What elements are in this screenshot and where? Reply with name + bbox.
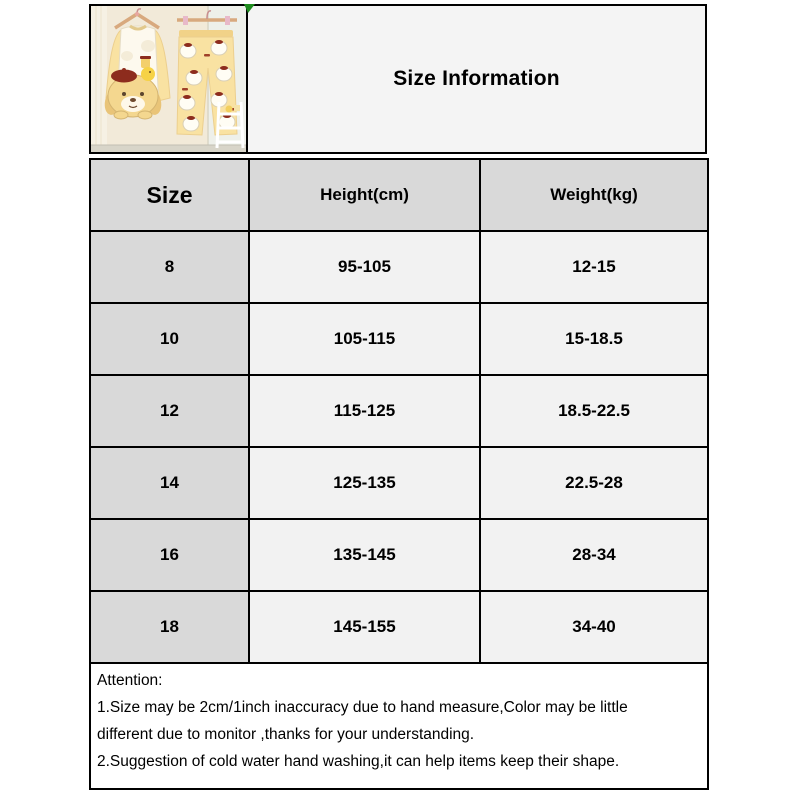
attention-box bbox=[90, 663, 708, 789]
green-corner-marker-icon bbox=[244, 4, 255, 13]
row-14-size: 14 bbox=[90, 447, 249, 519]
row-8-weight: 12-15 bbox=[480, 231, 708, 303]
header-section bbox=[89, 4, 707, 154]
title-banner bbox=[248, 4, 707, 154]
table-header-row bbox=[90, 159, 708, 231]
product-photo bbox=[89, 4, 248, 154]
table-row bbox=[90, 591, 708, 663]
row-18-height: 145-155 bbox=[249, 591, 480, 663]
row-8-size: 8 bbox=[90, 231, 249, 303]
row-10-height: 105-115 bbox=[249, 303, 480, 375]
row-12-size: 12 bbox=[90, 375, 249, 447]
row-12-height: 115-125 bbox=[249, 375, 480, 447]
row-8-height: 95-105 bbox=[249, 231, 480, 303]
attention-row bbox=[90, 663, 708, 789]
size-table bbox=[89, 158, 709, 790]
table-row bbox=[90, 375, 708, 447]
row-16-height: 135-145 bbox=[249, 519, 480, 591]
attention-line: 1.Size may be 2cm/1inch inaccuracy due to hand measure,Color may be little bbox=[97, 699, 628, 716]
row-18-weight: 34-40 bbox=[480, 591, 708, 663]
attention-line: different due to monitor ,thanks for your understanding. bbox=[97, 726, 475, 743]
row-10-weight: 15-18.5 bbox=[480, 303, 708, 375]
row-12-weight: 18.5-22.5 bbox=[480, 375, 708, 447]
table-row bbox=[90, 519, 708, 591]
product-photo-illustration bbox=[91, 6, 246, 152]
table-row bbox=[90, 303, 708, 375]
attention-heading: Attention: bbox=[97, 672, 163, 689]
attention-line: 2.Suggestion of cold water hand washing,it can help items keep their shape. bbox=[97, 753, 620, 770]
row-16-weight: 28-34 bbox=[480, 519, 708, 591]
page-title: Size Information bbox=[393, 67, 560, 90]
table-row bbox=[90, 447, 708, 519]
row-16-size: 16 bbox=[90, 519, 249, 591]
row-18-size: 18 bbox=[90, 591, 249, 663]
table-row bbox=[90, 231, 708, 303]
size-chart-sheet bbox=[89, 4, 707, 790]
column-header-weight: Weight(kg) bbox=[480, 159, 708, 231]
cartoon-dog bbox=[102, 67, 163, 119]
row-10-size: 10 bbox=[90, 303, 249, 375]
column-header-height: Height(cm) bbox=[249, 159, 480, 231]
row-14-weight: 22.5-28 bbox=[480, 447, 708, 519]
row-14-height: 125-135 bbox=[249, 447, 480, 519]
column-header-size: Size bbox=[90, 159, 249, 231]
